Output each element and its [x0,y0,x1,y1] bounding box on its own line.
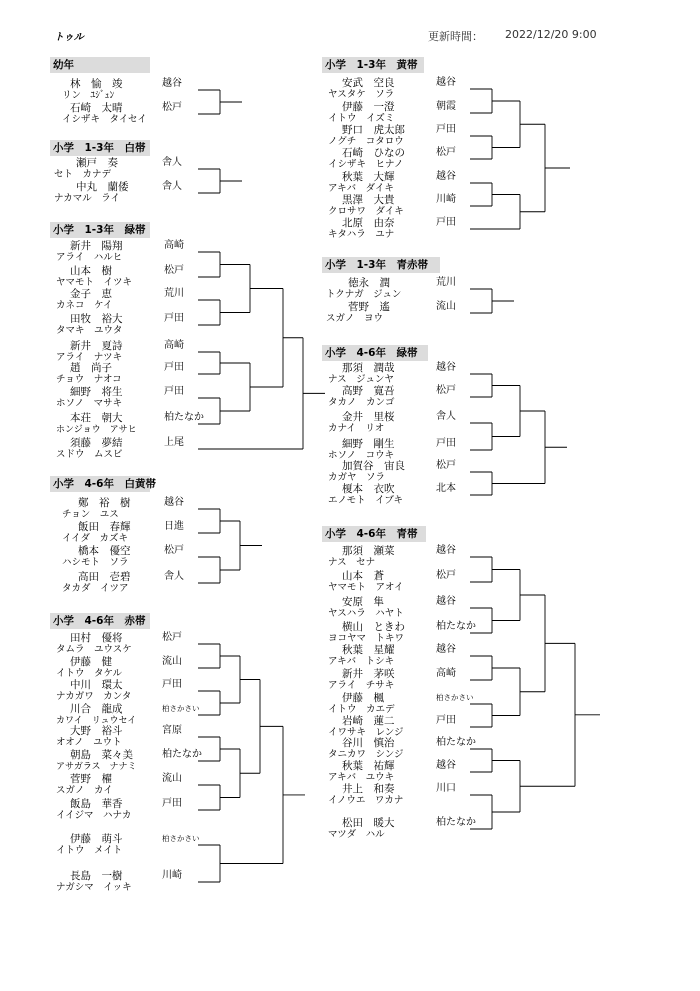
club-name: 上尾 [164,437,184,448]
entrant-kana: ノグチ コタロウ [328,136,404,147]
entrant-name: 金井 里桜 [342,411,395,423]
entrant-name: 徳永 潤 [348,277,390,289]
entrant-kana: セト カナデ [54,169,112,180]
entrant-kana: アキバ トシキ [328,656,395,667]
club-name: 柏さかさい [162,834,200,843]
entrant-name: 鄭 裕 樹 [78,497,131,509]
club-name: 松戸 [162,102,182,113]
club-name: 松戸 [436,570,456,581]
club-name: 柏さかさい [162,704,200,713]
entrant-kana: ヤマモト イツキ [56,277,133,288]
entrant-kana: エノモト イブキ [328,495,403,506]
section-title: 小学 4-6年 白黄帯 [50,476,150,492]
entrant-kana: イトウ タケル [56,668,123,679]
bracket-lines [50,222,51,223]
club-name: 北本 [436,483,456,494]
club-name: 川崎 [162,870,182,881]
entrant-kana: イシザキ ヒナノ [328,159,404,170]
entrant-kana: ヤスタケ ソラ [328,89,395,100]
entrant-name: 田牧 裕大 [70,313,123,325]
entrant-kana: アキバ ユウキ [328,772,395,783]
bracket-lines [322,345,323,346]
entrant-kana: チョウ ナオコ [56,374,122,385]
club-name: 越谷 [164,497,184,508]
entrant-name: 榎本 衣吹 [342,483,395,495]
entrant-kana: ナカマル ライ [54,193,121,204]
club-name: 柏たなか [436,621,476,632]
bracket-lines [322,526,323,527]
entrant-kana: ヤマモト アオイ [328,582,404,593]
entrant-name: 菅野 遙 [348,301,390,313]
club-name: 松戸 [164,265,184,276]
club-name: 越谷 [436,362,456,373]
entrant-name: 飯島 華香 [70,798,123,810]
entrant-kana: カワイ リュウセイ [56,716,137,726]
club-name: 舎人 [162,181,182,192]
entrant-name: 井上 和奏 [342,783,395,795]
entrant-kana: アライ ハルヒ [56,252,123,263]
entrant-name: 金子 恵 [70,288,112,300]
club-name: 戸田 [436,438,456,449]
updated-value: 2022/12/20 9:00 [505,28,597,41]
entrant-kana: イワサキ レンジ [328,727,404,738]
club-name: 舎人 [164,571,184,582]
club-name: 柏たなか [436,737,476,748]
entrant-name: 松田 暖大 [342,817,395,829]
club-name: 戸田 [436,217,456,228]
entrant-name: 伊藤 一澄 [342,101,395,113]
entrant-kana: マツダ ハル [328,829,385,840]
club-name: 荒川 [436,277,456,288]
club-name: 戸田 [164,386,184,397]
entrant-kana: イトウ カエデ [328,704,395,715]
entrant-name: 中川 環太 [70,679,123,691]
club-name: 戸田 [436,715,456,726]
club-name: 柏さかさい [436,693,474,702]
club-name: 流山 [162,773,182,784]
entrant-name: 高田 壱碧 [78,571,131,583]
updated-label: 更新時間： [428,30,483,43]
entrant-kana: キタハラ ユナ [328,229,395,240]
entrant-name: 石崎 ひなの [342,147,405,159]
entrant-kana: スガノ カイ [56,785,113,796]
entrant-kana: カネコ ケイ [56,300,113,311]
entrant-name: 朝島 菜々美 [70,749,133,761]
club-name: 松戸 [436,460,456,471]
club-name: 川口 [436,783,456,794]
entrant-name: 横山 ときわ [342,621,405,633]
entrant-name: 安原 隼 [342,596,384,608]
entrant-name: 秋葉 星耀 [342,644,395,656]
entrant-kana: カナイ リオ [328,423,385,434]
bracket-lines [50,140,51,141]
entrant-name: 安武 空良 [342,77,395,89]
club-name: 越谷 [436,644,456,655]
entrant-name: 新井 茅咲 [342,668,395,680]
section-title: 幼年 [50,57,150,73]
entrant-name: 飯田 春輝 [78,521,131,533]
club-name: 戸田 [164,313,184,324]
entrant-kana: ヤスハラ ハヤト [328,608,404,619]
entrant-name: 石崎 太晴 [70,102,123,114]
entrant-kana: アキバ ダイキ [328,183,394,194]
club-name: 越谷 [436,171,456,182]
entrant-name: 岩崎 蓮二 [342,715,395,727]
club-name: 松戸 [162,632,182,643]
entrant-kana: ナカガワ カンタ [56,691,132,702]
entrant-name: 伊藤 健 [70,656,112,668]
entrant-name: 趙 尚子 [70,362,112,374]
page-title: トゥル [54,32,84,43]
entrant-kana: ホンジョウ アサヒ [56,425,137,435]
section-title: 小学 1-3年 緑帯 [50,222,150,238]
section-title: 小学 4-6年 緑帯 [322,345,428,361]
club-name: 柏たなか [436,817,476,828]
club-name: 松戸 [436,385,456,396]
entrant-name: 谷川 慎治 [342,737,395,749]
club-name: 越谷 [436,596,456,607]
section-title: 小学 1-3年 青赤帯 [322,257,440,273]
club-name: 越谷 [162,78,182,89]
club-name: 荒川 [164,288,184,299]
entrant-kana: ナス ジュンヤ [328,374,394,385]
entrant-kana: チョン ユス [62,509,119,520]
entrant-kana: ナガシマ イッキ [56,882,132,893]
bracket-lines [322,57,323,58]
entrant-name: 菅野 櫂 [70,773,112,785]
entrant-name: 那須 潤哉 [342,362,395,374]
club-name: 舎人 [436,411,456,422]
entrant-kana: スドウ ムスビ [56,449,123,460]
club-name: 松戸 [436,147,456,158]
section-title: 小学 1-3年 黄帯 [322,57,424,73]
section-title: 小学 4-6年 赤帯 [50,613,150,629]
section-title: 小学 4-6年 青帯 [322,526,426,542]
entrant-name: 高野 寛吾 [342,385,395,397]
club-name: 柏たなか [164,412,204,423]
entrant-name: 大野 裕斗 [70,725,123,737]
club-name: 日進 [164,521,184,532]
entrant-kana: ヨコヤマ トキワ [328,633,405,644]
entrant-name: 秋葉 大輝 [342,171,395,183]
entrant-name: 細野 剛生 [342,438,395,450]
club-name: 越谷 [436,77,456,88]
club-name: 柏たなか [162,749,202,760]
club-name: 戸田 [162,679,182,690]
entrant-name: 橋本 優空 [78,545,131,557]
entrant-kana: タカダ イツア [62,583,129,594]
entrant-name: 須藤 夢結 [70,437,123,449]
entrant-name: 北原 由奈 [342,217,395,229]
club-name: 高崎 [164,340,184,351]
entrant-name: 長島 一樹 [70,870,123,882]
entrant-kana: クロサワ ダイキ [328,206,404,217]
entrant-kana: イトウ メイト [56,845,123,856]
entrant-name: 黒澤 大貴 [342,194,395,206]
club-name: 流山 [162,656,182,667]
entrant-kana: タマキ ユウタ [56,325,123,336]
entrant-kana: イイジマ ハナカ [56,810,132,821]
entrant-kana: リン ﾕｼﾞｭﾝ [62,90,115,101]
entrant-name: 新井 夏詩 [70,340,123,352]
entrant-kana: トクナガ ジュン [326,289,402,300]
entrant-kana: イノウエ ワカナ [328,795,404,806]
club-name: 川崎 [436,194,456,205]
entrant-kana: タカノ カンゴ [328,397,395,408]
entrant-kana: アライ チサキ [328,680,395,691]
bracket-lines [50,476,51,477]
updated-time [428,28,628,44]
entrant-kana: アライ ナツキ [56,352,123,363]
entrant-name: 山本 樹 [70,265,112,277]
entrant-kana: タニカワ シンジ [328,749,404,760]
club-name: 戸田 [436,124,456,135]
bracket-lines [322,257,323,258]
club-name: 高崎 [164,240,184,251]
club-name: 宮原 [162,725,182,736]
entrant-name: 田村 優将 [70,632,123,644]
entrant-name: 川合 龍成 [70,703,123,715]
section-title: 小学 1-3年 白帯 [50,140,150,156]
bracket-lines [50,613,51,614]
club-name: 舎人 [162,157,182,168]
club-name: 戸田 [162,798,182,809]
entrant-kana: カガヤ ソラ [328,472,386,483]
club-name: 越谷 [436,545,456,556]
entrant-kana: ハシモト ソラ [62,557,129,568]
entrant-name: 新井 陽翔 [70,240,123,252]
bracket-lines [50,57,51,58]
entrant-name: 山本 蒼 [342,570,384,582]
club-name: 高崎 [436,668,456,679]
entrant-kana: オオノ ユウト [56,737,122,748]
club-name: 松戸 [164,545,184,556]
entrant-name: 林 愉 竣 [70,78,123,90]
club-name: 越谷 [436,760,456,771]
entrant-kana: ホソノ マサキ [56,398,123,409]
entrant-kana: イトウ イズミ [328,113,395,124]
entrant-name: 細野 将生 [70,386,123,398]
entrant-name: 瀬戸 奏 [76,157,118,169]
entrant-name: 秋葉 祐輝 [342,760,395,772]
entrant-name: 伊藤 楓 [342,692,384,704]
entrant-name: 伊藤 萌斗 [70,833,123,845]
entrant-kana: スガノ ヨウ [326,313,384,324]
entrant-name: 中丸 蘭倭 [76,181,129,193]
entrant-kana: イイダ カズキ [62,533,129,544]
entrant-name: 本荘 朝大 [70,412,123,424]
club-name: 戸田 [164,362,184,373]
entrant-kana: アサガラス ナナミ [56,762,137,772]
entrant-kana: タムラ ユウスケ [56,644,132,655]
club-name: 朝霞 [436,101,456,112]
entrant-kana: ナス セナ [328,557,376,568]
entrant-name: 野口 虎太郎 [342,124,405,136]
entrant-kana: イシザキ タイセイ [62,114,147,125]
entrant-name: 那須 瀬菜 [342,545,395,557]
entrant-name: 加賀谷 宙良 [342,460,405,472]
entrant-kana: ホソノ コウキ [328,450,395,461]
club-name: 流山 [436,301,456,312]
